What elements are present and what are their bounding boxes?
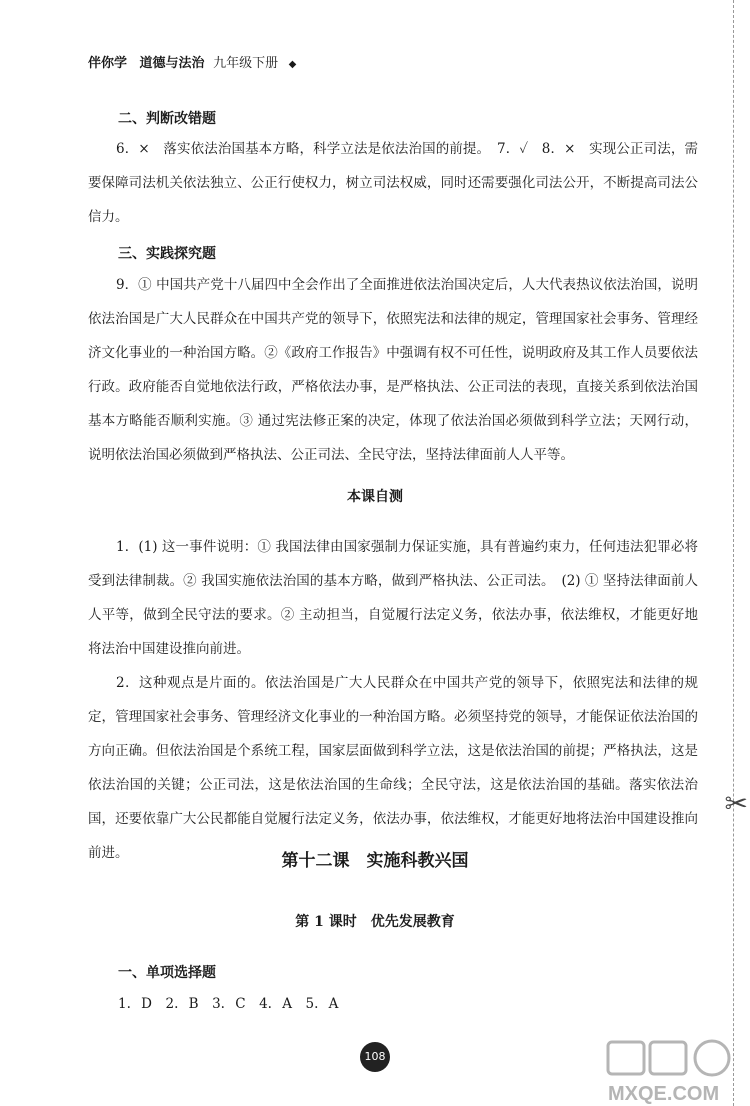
judge-section-title: 二、判断改错题 (118, 111, 216, 127)
cut-line (733, 0, 734, 1106)
self-test-answer-2: 2．这种观点是片面的。依法治国是广大人民群众在中国共产党的领导下，依照宪法和法律的规定，管理国家社会事务、管理经济文化事业的一种治国方略。必须坚持党的领导，才能保证依法治国的方向正确。但依法治国是个系统工程，国家层面做到科学立法，这是依法治国的前提；严格执法，这是依法治国的关键；公正司法，这是依法治国的生命线；全民守法，这是依法治国的基础。落实依法治国，还要依靠广大公民都能自觉履行法定义务，依法办事，依法维权，才能更好地将法治中国建设推向前进。 (88, 675, 698, 861)
choice-section-title: 一、单项选择题 (118, 965, 216, 981)
judge-answer-paragraph: 6．× 落实依法治国基本方略，科学立法是依法治国的前提。 7．✓ 8．× 实现公正司法，需要保障司法机关依法独立、公正行使权力，树立司法权威，同时还需要强化司法公开，不断提高司法公信力。 (88, 141, 698, 225)
choice-answers: 1. D 2. B 3. C 4. A 5. A (118, 996, 339, 1012)
practice-answer-paragraph: 9．① 中国共产党十八届四中全会作出了全面推进依法治国决定后，人大代表热议依法治国，说明依法治国是广大人民群众在中国共产党的领导下，依照宪法和法律的规定，管理国家社会事务、管理经济文化事业的一种治国方略。②《政府工作报告》中强调有权不可任性，说明政府及其工作人员要依法行政。政府能否自觉地依法行政，严格依法办事，是严格执法、公正司法的表现，直接关系到依法治国基本方略能否顺利实施。③ 通过宪法修正案的决定，体现了依法治国必须做到科学立法；天网行动，说明依法治国必须做到严格执法、公正司法、全民守法，坚持法律面前人人平等。 (88, 277, 698, 463)
running-header (88, 52, 296, 71)
svg-text:MXQE.COM: MXQE.COM (608, 1083, 720, 1105)
page-number: 108 (360, 1042, 390, 1072)
practice-section-title: 三、实践探究题 (118, 246, 216, 262)
site-watermark-logo (600, 1036, 750, 1106)
self-test-heading: 本课自测 (347, 489, 403, 505)
header-subject: 道德与法治 (139, 56, 205, 71)
diamond-icon: ◆ (288, 59, 297, 70)
header-brand: 伴你学 (88, 56, 128, 71)
header-grade: 九年级下册 (213, 56, 279, 71)
self-test-answer-1: 1．(1) 这一事件说明：① 我国法律由国家强制力保证实施，具有普遍约束力，任何违法犯罪必将受到法律制裁。② 我国实施依法治国的基本方略，做到严格执法、公正司法。 (2) ① 坚持法律面前人人平等，做到全民守法的要求。② 主动担当，自觉履行法定义务，依法办事，依法维权，才能更好地将法治中国建设推向前进。 (88, 539, 698, 657)
scissors-icon: ✂ (724, 787, 748, 820)
period-title: 第 1 课时 优先发展教育 (295, 914, 455, 930)
lesson-title: 第十二课 实施科教兴国 (281, 851, 469, 871)
